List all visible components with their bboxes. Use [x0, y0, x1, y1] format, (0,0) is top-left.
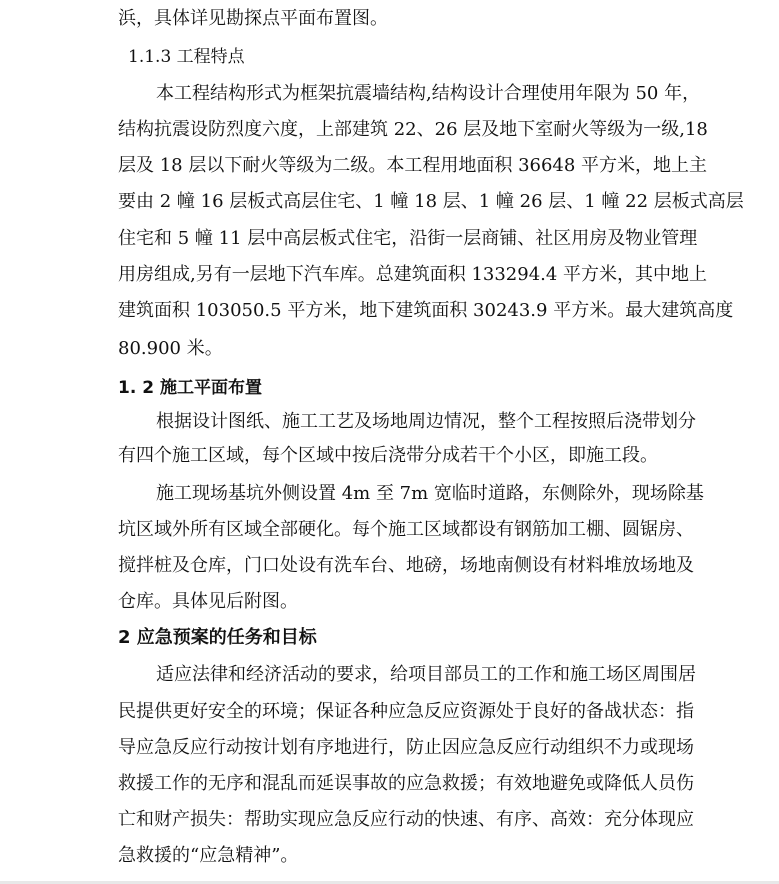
paragraph-line: 根据设计图纸、施工工艺及场地周边情况，整个工程按照后浇带划分	[156, 411, 696, 432]
paragraph-line: 施工现场基坑外侧设置 4m 至 7m 宽临时道路，东侧除外，现场除基	[156, 483, 704, 504]
section-2-heading: 2 应急预案的任务和目标	[118, 627, 317, 648]
paragraph-line: 住宅和 5 幢 11 层中高层板式住宅，沿街一层商铺、社区用房及物业管理	[118, 228, 698, 249]
paragraph-line: 搅拌桩及仓库，门口处设有洗车台、地磅，场地南侧设有材料堆放场地及	[118, 555, 694, 576]
paragraph-line: 层及 18 层以下耐火等级为二级。本工程用地面积 36648 平方米，地上主	[118, 155, 708, 176]
paragraph-line: 结构抗震设防烈度六度，上部建筑 22、26 层及地下室耐火等级为一级,18	[118, 119, 708, 140]
paragraph-line: 用房组成,另有一层地下汽车库。总建筑面积 133294.4 平方米，其中地上	[118, 264, 708, 285]
paragraph-line: 亡和财产损失：帮助实现应急反应行动的快速、有序、高效：充分体现应	[118, 809, 694, 830]
paragraph-line: 有四个施工区域，每个区域中按后浇带分成若干个小区，即施工段。	[118, 445, 658, 466]
paragraph-line: 导应急反应行动按计划有序地进行，防止因应急反应行动组织不力或现场	[118, 737, 694, 758]
paragraph-line: 适应法律和经济活动的要求，给项目部员工的工作和施工场区周围居	[156, 664, 696, 685]
intro-tail-line: 浜，具体详见勘探点平面布置图。	[118, 8, 388, 29]
paragraph-line: 急救援的“应急精神”。	[118, 845, 299, 866]
paragraph-line: 建筑面积 103050.5 平方米，地下建筑面积 30243.9 平方米。最大建筑高度	[118, 300, 734, 321]
paragraph-line: 仓库。具体见后附图。	[118, 591, 298, 612]
paragraph-line: 要由 2 幢 16 层板式高层住宅、1 幢 18 层、1 幢 26 层、1 幢 22 层板式高层	[118, 191, 744, 212]
paragraph-line: 民提供更好安全的环境；保证各种应急反应资源处于良好的备战状态：指	[118, 701, 694, 722]
paragraph-line: 救援工作的无序和混乱而延误事故的应急救援；有效地避免或降低人员伤	[118, 773, 694, 794]
paragraph-line: 坑区域外所有区域全部硬化。每个施工区域都设有钢筋加工棚、圆锯房、	[118, 519, 694, 540]
section-1-2-heading: 1. 2 施工平面布置	[118, 378, 262, 398]
paragraph-line: 本工程结构形式为框架抗震墙结构,结构设计合理使用年限为 50 年，	[156, 83, 701, 104]
paragraph-line: 80.900 米。	[118, 338, 223, 359]
section-1-1-3-heading: 1.1.3 工程特点	[128, 47, 245, 67]
